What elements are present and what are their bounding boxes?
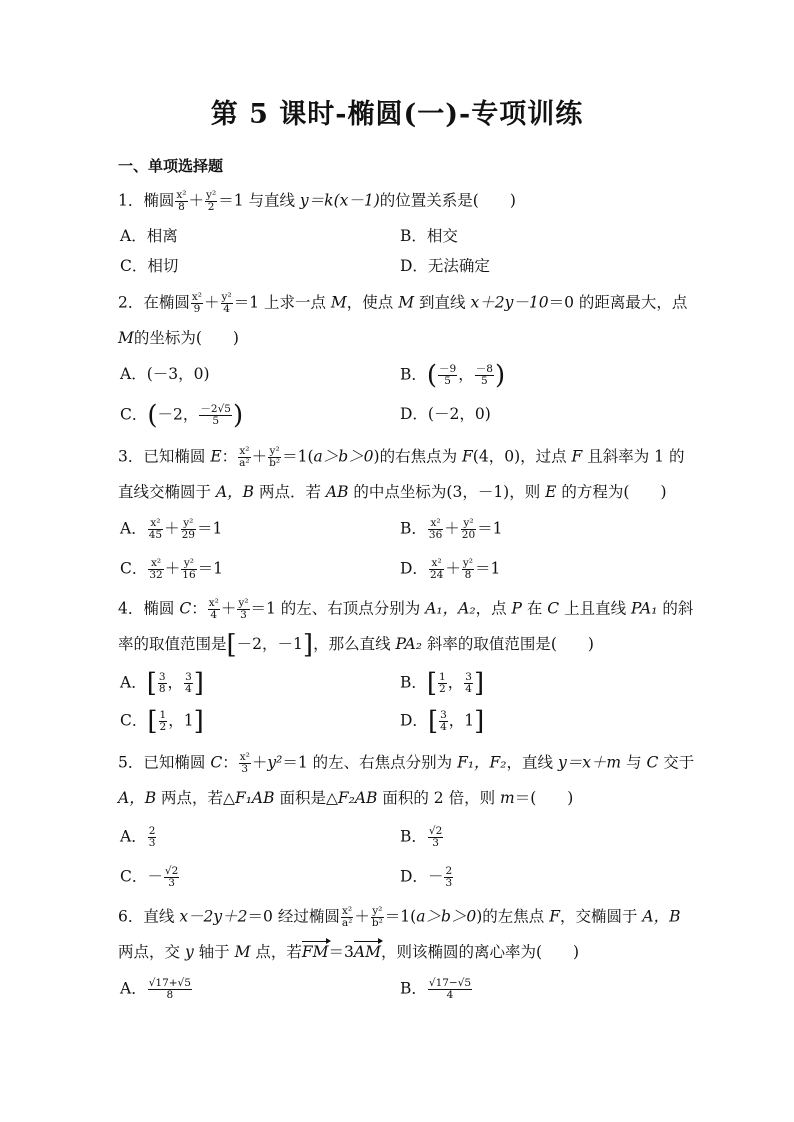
q2-text-d: 到直线 bbox=[414, 293, 471, 312]
var-y: y bbox=[184, 943, 194, 961]
q2-text-f: 的坐标为( ) bbox=[133, 329, 239, 347]
q4-text-i: 斜率的取值范围是( ) bbox=[421, 635, 594, 653]
question-3-line-1 bbox=[118, 446, 684, 469]
q4-number: 4． bbox=[118, 599, 144, 618]
q6-text-d: )的左焦点 bbox=[476, 907, 550, 926]
question-4-line-1 bbox=[118, 598, 693, 621]
paren-left: ( bbox=[147, 400, 158, 431]
vector-am: AM bbox=[353, 943, 381, 961]
q6-text-a: 直线 bbox=[143, 907, 180, 926]
q3-option-b[interactable]: B． $\frac{\text{x²}}{36}$ ＋ $\frac{\text{y²}}{20}$ ＝1 bbox=[400, 517, 503, 541]
q4-option-d[interactable]: D．[ $\frac{3}{4}$ ，1] bbox=[400, 706, 485, 737]
q4-text-g: 率的取值范围是 bbox=[118, 635, 227, 653]
q5-option-b[interactable]: B． $\frac{√2}{3}$ bbox=[400, 825, 443, 849]
question-6-line-2 bbox=[118, 942, 579, 962]
var-m: M bbox=[330, 293, 347, 312]
question-1 bbox=[118, 190, 516, 213]
q6-number: 6． bbox=[118, 907, 144, 926]
q3-option-a[interactable]: A． $\frac{\text{x²}}{45}$ ＋ $\frac{\text{y²}}{29}$ ＝1 bbox=[120, 517, 223, 541]
q2-option-b-label: B． bbox=[400, 365, 427, 384]
q4-text-b: ＝1 的左、右顶点分别为 bbox=[250, 599, 426, 618]
var-m: M bbox=[118, 329, 134, 347]
q1-option-d[interactable]: D．无法确定 bbox=[400, 257, 490, 275]
q2-option-c[interactable] bbox=[120, 400, 244, 431]
q5-option-d[interactable]: D．－ $\frac{2}{3}$ bbox=[400, 865, 453, 889]
q6-line: x－2y＋2 bbox=[179, 907, 248, 926]
q5-text-h: 面积的 2 倍，则 bbox=[377, 789, 501, 807]
q6-text-h: 点，若 bbox=[250, 943, 302, 961]
var-ab: A，B bbox=[118, 789, 157, 807]
var-f1f2: F₁，F₂ bbox=[457, 753, 507, 772]
frac-x2-4: $\frac{\text{x²}}{4}$ bbox=[208, 597, 219, 621]
var-c: C bbox=[179, 599, 192, 618]
frac-x2-8: $\frac{\text{x²}}{8}$ bbox=[176, 189, 187, 213]
q2-text-e: ＝0 的距离最大，点 bbox=[548, 293, 688, 312]
q3-number: 3． bbox=[118, 447, 144, 466]
q3-text-f: 直线交椭圆于 bbox=[118, 483, 216, 501]
frac-y2-b2: $\frac{\text{y²}}{\text{b²}}$ bbox=[269, 445, 281, 469]
var-m: M bbox=[234, 943, 251, 961]
var-c: C bbox=[547, 599, 560, 618]
q2-number: 2． bbox=[118, 293, 144, 312]
q4-text-h: ，那么直线 bbox=[313, 635, 396, 653]
frac-x2-a2: $\frac{\text{x²}}{\text{a²}}$ bbox=[239, 445, 250, 469]
q5-text-e: 交于 bbox=[658, 753, 695, 772]
var-pa2: PA₂ bbox=[395, 635, 422, 653]
var-m-lower: m bbox=[500, 789, 515, 807]
q6-text-i: ，则该椭圆的离心率为( ) bbox=[380, 943, 580, 961]
frac-y2-3: $\frac{\text{y²}}{3}$ bbox=[238, 597, 249, 621]
var-f: F bbox=[549, 907, 560, 926]
q3-text-c: )的右焦点为 bbox=[373, 447, 463, 466]
paren-right: ) bbox=[494, 360, 506, 391]
frac-y2-b2: $\frac{\text{y²}}{\text{b²}}$ bbox=[371, 905, 383, 929]
q3-option-c[interactable]: C． $\frac{\text{x²}}{32}$ ＋ $\frac{\text{y²}}{16}$ ＝1 bbox=[120, 557, 224, 581]
q2-text-c: ，使点 bbox=[346, 293, 399, 312]
var-e: E bbox=[210, 447, 222, 466]
q6-text-g: 轴于 bbox=[193, 943, 235, 961]
q2-option-c-label: C． bbox=[120, 405, 148, 424]
question-4-line-2 bbox=[118, 630, 594, 660]
frac-y2-4: $\frac{\text{y²}}{4}$ bbox=[221, 291, 232, 315]
frac-x2-9: $\frac{\text{x²}}{9}$ bbox=[191, 291, 203, 315]
q5-text-g: 面积是△ bbox=[274, 789, 338, 807]
eq-three: ＝3 bbox=[328, 943, 354, 961]
q2-option-d[interactable]: D．(－2，0) bbox=[400, 405, 491, 423]
q4-text-d: 在 bbox=[521, 599, 548, 618]
q4-option-b[interactable]: B．[ $\frac{1}{2}$ ， $\frac{3}{4}$ ] bbox=[400, 668, 485, 699]
var-f1ab: F₁AB bbox=[234, 789, 275, 807]
vector-fm: FM bbox=[301, 943, 329, 961]
frac-x2-a2: $\frac{\text{x²}}{\text{a²}}$ bbox=[341, 905, 353, 929]
q2-text-b: ＝1 上求一点 bbox=[233, 293, 331, 312]
q1-text-b: ＝1 与直线 bbox=[218, 191, 300, 210]
colon: ： bbox=[191, 599, 207, 618]
var-a1a2: A₁，A₂ bbox=[425, 599, 476, 618]
plus: ＋ bbox=[204, 293, 220, 312]
condition: a＞b＞0 bbox=[313, 447, 374, 466]
question-3-line-2 bbox=[118, 482, 667, 502]
var-c: C bbox=[210, 753, 223, 772]
var-ab-seg: AB bbox=[325, 483, 349, 501]
q4-option-a[interactable]: A．[ $\frac{3}{8}$ ， $\frac{3}{4}$ ] bbox=[120, 668, 204, 699]
q3-option-d[interactable]: D． $\frac{\text{x²}}{24}$ ＋ $\frac{\text{y²}}{8}$ ＝1 bbox=[400, 557, 501, 581]
var-y2: y² bbox=[267, 753, 283, 772]
q1-option-a[interactable]: A．相离 bbox=[120, 227, 178, 245]
question-5-line-2 bbox=[118, 788, 573, 808]
q3-text-h: 的中点坐标为(3，－1)，则 bbox=[348, 483, 546, 501]
q4-text-f: 的斜 bbox=[657, 599, 694, 618]
question-5-line-1 bbox=[118, 752, 694, 775]
paren-left: ( bbox=[426, 360, 438, 391]
q5-text-f: 两点，若△ bbox=[156, 789, 235, 807]
q6-text-c: ＝1( bbox=[384, 907, 417, 926]
frac-x2-3: $\frac{\text{x²}}{3}$ bbox=[239, 751, 250, 775]
q5-text-c: ，直线 bbox=[506, 753, 558, 772]
q5-number: 5． bbox=[118, 753, 144, 772]
paren-right: ) bbox=[232, 400, 244, 431]
frac-neg2sqrt5-5: $\frac{-2√5}{5}$ bbox=[200, 403, 231, 427]
frac-y2-2: $\frac{\text{y²}}{2}$ bbox=[206, 189, 217, 213]
q3-text-g: 两点．若 bbox=[254, 483, 326, 501]
q6-option-a[interactable]: A． $\frac{√17+√5}{8}$ bbox=[120, 977, 191, 1001]
frac-neg8-5: $\frac{-8}{5}$ bbox=[475, 363, 493, 387]
bracket-left: [ bbox=[226, 630, 237, 660]
colon: ： bbox=[222, 753, 238, 772]
q2-option-a[interactable]: A．(－3，0) bbox=[120, 365, 210, 383]
bracket-right: ] bbox=[302, 630, 314, 660]
page-title: 第 5 课时-椭圆(一)-专项训练 bbox=[210, 99, 584, 130]
section-heading: 一、单项选择题 bbox=[118, 157, 224, 175]
q5-option-c[interactable]: C．－ $\frac{√2}{3}$ bbox=[120, 865, 179, 889]
var-pa1: PA₁ bbox=[631, 599, 658, 618]
q3-text-i: 的方程为( ) bbox=[556, 483, 667, 501]
var-m: M bbox=[398, 293, 415, 312]
q5-option-a[interactable]: A． $\frac{2}{3}$ bbox=[120, 825, 156, 849]
q3-text-e: 且斜率为 1 的 bbox=[582, 447, 685, 466]
q5-text-a: 已知椭圆 bbox=[143, 753, 211, 772]
sep: ， bbox=[458, 365, 474, 384]
q4-text-c: ，点 bbox=[475, 599, 512, 618]
q3-text-b: ＝1( bbox=[282, 447, 314, 466]
q3-text-d: (4，0)，过点 bbox=[472, 447, 572, 466]
range-value: －2，－1 bbox=[236, 635, 303, 653]
plus: ＋ bbox=[220, 599, 237, 618]
condition: a＞b＞0 bbox=[416, 907, 477, 926]
var-p: P bbox=[511, 599, 522, 618]
frac-neg9-5: $\frac{-9}{5}$ bbox=[439, 363, 457, 387]
q1-text-c: 的位置关系是( ) bbox=[379, 191, 516, 210]
q6-option-b[interactable]: B． $\frac{√17-√5}{4}$ bbox=[400, 977, 472, 1001]
question-6-line-1 bbox=[118, 906, 681, 929]
q6-text-e: ，交椭圆于 bbox=[559, 907, 643, 926]
var-f2ab: F₂AB bbox=[337, 789, 378, 807]
q6-text-b: ＝0 经过椭圆 bbox=[247, 907, 340, 926]
plus: ＋ bbox=[251, 447, 268, 466]
var-f: F bbox=[571, 447, 583, 466]
q5-text-d: 与 bbox=[621, 753, 647, 772]
plus: ＋ bbox=[251, 753, 268, 772]
q1-option-c[interactable]: C．相切 bbox=[120, 257, 179, 275]
q5-text-b: ＝1 的左、右焦点分别为 bbox=[282, 753, 458, 772]
var-ab: A，B bbox=[215, 483, 255, 501]
var-ab: A，B bbox=[642, 907, 681, 926]
q5-line: y＝x＋m bbox=[557, 753, 622, 772]
q1-line: y＝k(x－1) bbox=[299, 191, 380, 210]
var-f: F bbox=[462, 447, 473, 466]
neg-two: －2 bbox=[157, 405, 183, 424]
var-e: E bbox=[545, 483, 557, 501]
q5-text-i: ＝( ) bbox=[514, 789, 574, 807]
q1-option-b[interactable]: B．相交 bbox=[400, 227, 458, 245]
q3-text-a: 已知椭圆 bbox=[143, 447, 211, 466]
q1-number: 1． bbox=[118, 191, 144, 210]
q4-text-a: 椭圆 bbox=[143, 599, 180, 618]
plus: ＋ bbox=[354, 907, 370, 926]
q4-text-e: 上且直线 bbox=[559, 599, 632, 618]
q2-text-a: 在椭圆 bbox=[143, 293, 190, 312]
question-2-line-1 bbox=[118, 292, 687, 315]
question-2-line-2 bbox=[118, 328, 239, 348]
var-c: C bbox=[646, 753, 659, 772]
q2-line: x＋2y－10 bbox=[470, 293, 549, 312]
colon: ： bbox=[221, 447, 238, 466]
plus: ＋ bbox=[188, 191, 205, 210]
q1-text-a: 椭圆 bbox=[143, 191, 175, 210]
q6-text-f: 两点，交 bbox=[118, 943, 185, 961]
q4-option-c[interactable]: C．[ $\frac{1}{2}$ ，1] bbox=[120, 706, 204, 737]
sep: ， bbox=[182, 405, 199, 424]
q2-option-b[interactable] bbox=[400, 360, 506, 391]
